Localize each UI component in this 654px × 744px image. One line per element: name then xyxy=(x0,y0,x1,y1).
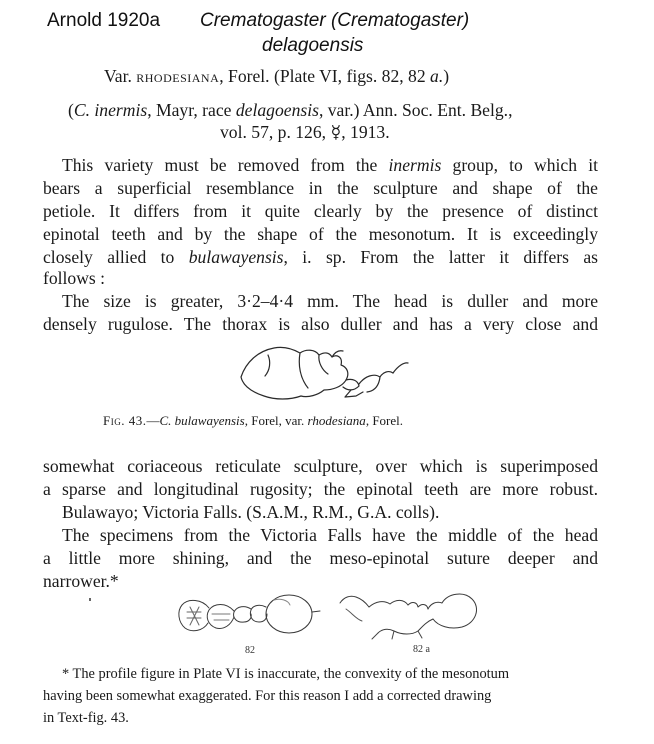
synonym-journal: , var.) Ann. Soc. Ent. Belg., xyxy=(318,100,513,120)
para4-line-1: The specimens from the Victoria Falls have the middle of the head xyxy=(62,525,598,545)
variety-plate-ref: , Forel. (Plate VI, figs. 82, 82 xyxy=(219,66,431,86)
plate-label-82: 82 xyxy=(245,645,255,656)
ant-epinotum-profile xyxy=(408,603,428,609)
ant-profile-figure-43 xyxy=(238,340,410,406)
text-run: group, to which it xyxy=(441,155,599,175)
text-run: This variety must be removed from the xyxy=(62,155,389,175)
ant-profile-figure-82a xyxy=(338,591,483,641)
para1-line-5 xyxy=(43,247,598,268)
synonym-line-1 xyxy=(68,100,512,121)
ant-postpetiole-lower xyxy=(367,377,380,392)
caption-species: C. bulawayensis xyxy=(159,413,245,428)
ant-thorax-outline xyxy=(241,347,348,399)
ant-thorax-profile xyxy=(369,600,408,607)
para4-line-3: narrower.* xyxy=(43,571,119,591)
footnote-line-2: having been somewhat exaggerated. For this reason I add a corrected drawing xyxy=(43,688,492,704)
localities-line: Bulawayo; Victoria Falls. (S.A.M., R.M., G.A. colls). xyxy=(62,502,440,522)
text-italic: bulawayensis xyxy=(188,247,284,267)
taxon-title: Crematogaster (Crematogaster) xyxy=(200,10,470,31)
para4-line-2: a little more shining, and the meso-epinotal suture deeper and xyxy=(43,548,598,568)
synonym-species: C. inermis xyxy=(73,100,148,120)
para1-line-6: follows : xyxy=(43,268,106,288)
variety-prefix: Var. xyxy=(104,66,137,86)
ant-thorax-dorsal xyxy=(207,605,234,629)
variety-plate-suffix: a. xyxy=(430,66,444,86)
paren-open: ( xyxy=(68,100,74,120)
caption-end: , Forel. xyxy=(365,413,404,428)
text-italic: inermis xyxy=(388,155,442,175)
caption-fig-number: Fig. 43. xyxy=(103,413,147,428)
figure-43-caption xyxy=(103,413,403,429)
citation-header: Arnold 1920a xyxy=(47,10,161,31)
ant-petiole-dorsal xyxy=(234,607,252,623)
footnote-line-1: * The profile figure in Plate VI is inaccurate, the convexity of the mesonotum xyxy=(62,666,510,682)
ant-leg xyxy=(345,390,363,397)
plate-label-82a: 82 a xyxy=(413,644,430,655)
stray-mark xyxy=(89,598,91,601)
ant-mesonotum-line xyxy=(319,355,328,374)
caption-variety: rhodesiana xyxy=(307,413,366,428)
synonym-line-2: vol. 57, p. 126, ☿, 1913. xyxy=(220,122,390,142)
para1-line-1 xyxy=(62,155,598,176)
ant-head-profile xyxy=(340,596,369,607)
variety-close: ) xyxy=(443,66,450,86)
synonym-race: delagoensis xyxy=(235,100,319,120)
footnote-line-3: in Text-fig. 43. xyxy=(43,710,129,726)
para1-line-4: epinotal teeth and by the shape of the mesonotum. It is exceedingly xyxy=(43,224,598,244)
variety-name: rhodesiana xyxy=(136,66,220,86)
ant-gaster-profile xyxy=(428,594,477,628)
ant-postpetiole xyxy=(359,372,393,384)
para3-line-1: somewhat coriaceous reticulate sculpture, over which is superimposed xyxy=(43,456,598,476)
para3-line-2: a sparse and longitudinal rugosity; the epinotal teeth are more robust. xyxy=(43,479,598,499)
caption-dash: — xyxy=(146,413,160,428)
para1-line-2: bears a superficial resemblance in the sculpture and shape of the xyxy=(43,178,598,198)
ant-dorsal-figure-82 xyxy=(174,590,324,642)
ant-ventral-profile xyxy=(378,619,433,634)
para2-line-1: The size is greater, 3·2–4·4 mm. The head is duller and more xyxy=(62,291,598,311)
caption-mid: , Forel, var. xyxy=(244,413,308,428)
para1-line-3: petiole. It differs from it quite clearly by the presence of distinct xyxy=(43,201,598,221)
ant-gaster-tip xyxy=(312,611,320,612)
ant-gaster-tip xyxy=(393,363,408,373)
synonym-author: , Mayr, race xyxy=(147,100,236,120)
para2-line-2: densely rugulose. The thorax is also duller and has a very close and xyxy=(43,314,598,334)
ant-gaster-dorsal xyxy=(266,595,312,633)
ant-postpetiole-dorsal xyxy=(250,605,267,622)
ant-head-detail xyxy=(265,355,270,376)
variety-line xyxy=(104,66,449,87)
text-run: closely allied to xyxy=(43,247,189,267)
ant-suture-line xyxy=(299,353,308,388)
taxon-subtitle: delagoensis xyxy=(262,35,364,56)
text-run: , i. sp. From the latter it differs as xyxy=(283,247,598,267)
